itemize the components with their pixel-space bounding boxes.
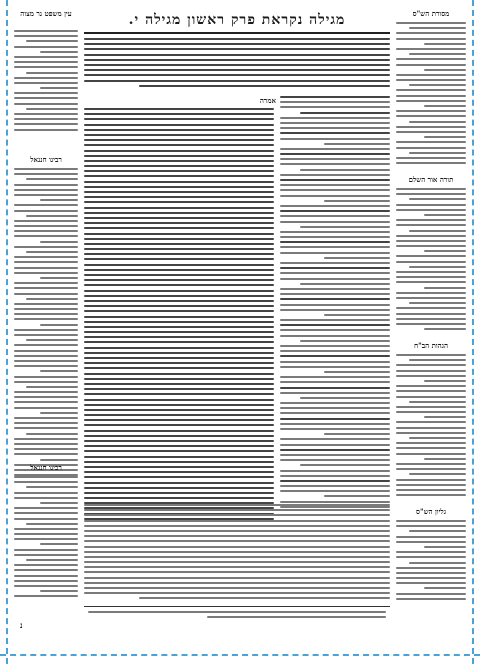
- main-lead-word: אמרה: [259, 96, 276, 105]
- page-number: נ: [20, 620, 23, 630]
- talmud-page: [14, 6, 466, 630]
- page-header: [84, 6, 390, 34]
- top-commentary-band: [84, 38, 390, 92]
- ein-mishpat-notes: [14, 30, 78, 150]
- footnote-lines: [88, 611, 386, 619]
- gilyon-notes: [396, 520, 466, 604]
- rabbeinu-chananel-text: [14, 168, 78, 458]
- page-footer: [84, 606, 390, 621]
- right-margin-notes: [396, 22, 466, 172]
- page-edge-left: [6, 0, 8, 664]
- rabbeinu-chananel-cont: [14, 476, 78, 604]
- right-bottom-label: גליון הש"ס: [415, 507, 447, 516]
- left-mid-label: רבינו חננאל: [30, 155, 62, 164]
- right-top-label: מסורת הש"ס: [412, 9, 450, 18]
- page-edge-bottom: [0, 654, 480, 656]
- page-edge-right: [472, 0, 474, 664]
- gemara-main-text: [84, 108, 274, 498]
- bottom-commentary-band: [84, 504, 390, 604]
- left-bottom-label: רבינו חננאל: [30, 463, 62, 472]
- hagahot-notes: [396, 354, 466, 504]
- right-low-label: הגהות הב"ח: [413, 341, 449, 350]
- right-mid-label: תורה אור השלם: [408, 175, 454, 184]
- left-top-label: עין משפט נר מצוה: [20, 9, 72, 18]
- page-title: מגילה נקראת פרק ראשון מגילה י.: [128, 12, 346, 28]
- torah-or-notes: [396, 188, 466, 338]
- rashi-commentary: [280, 96, 390, 496]
